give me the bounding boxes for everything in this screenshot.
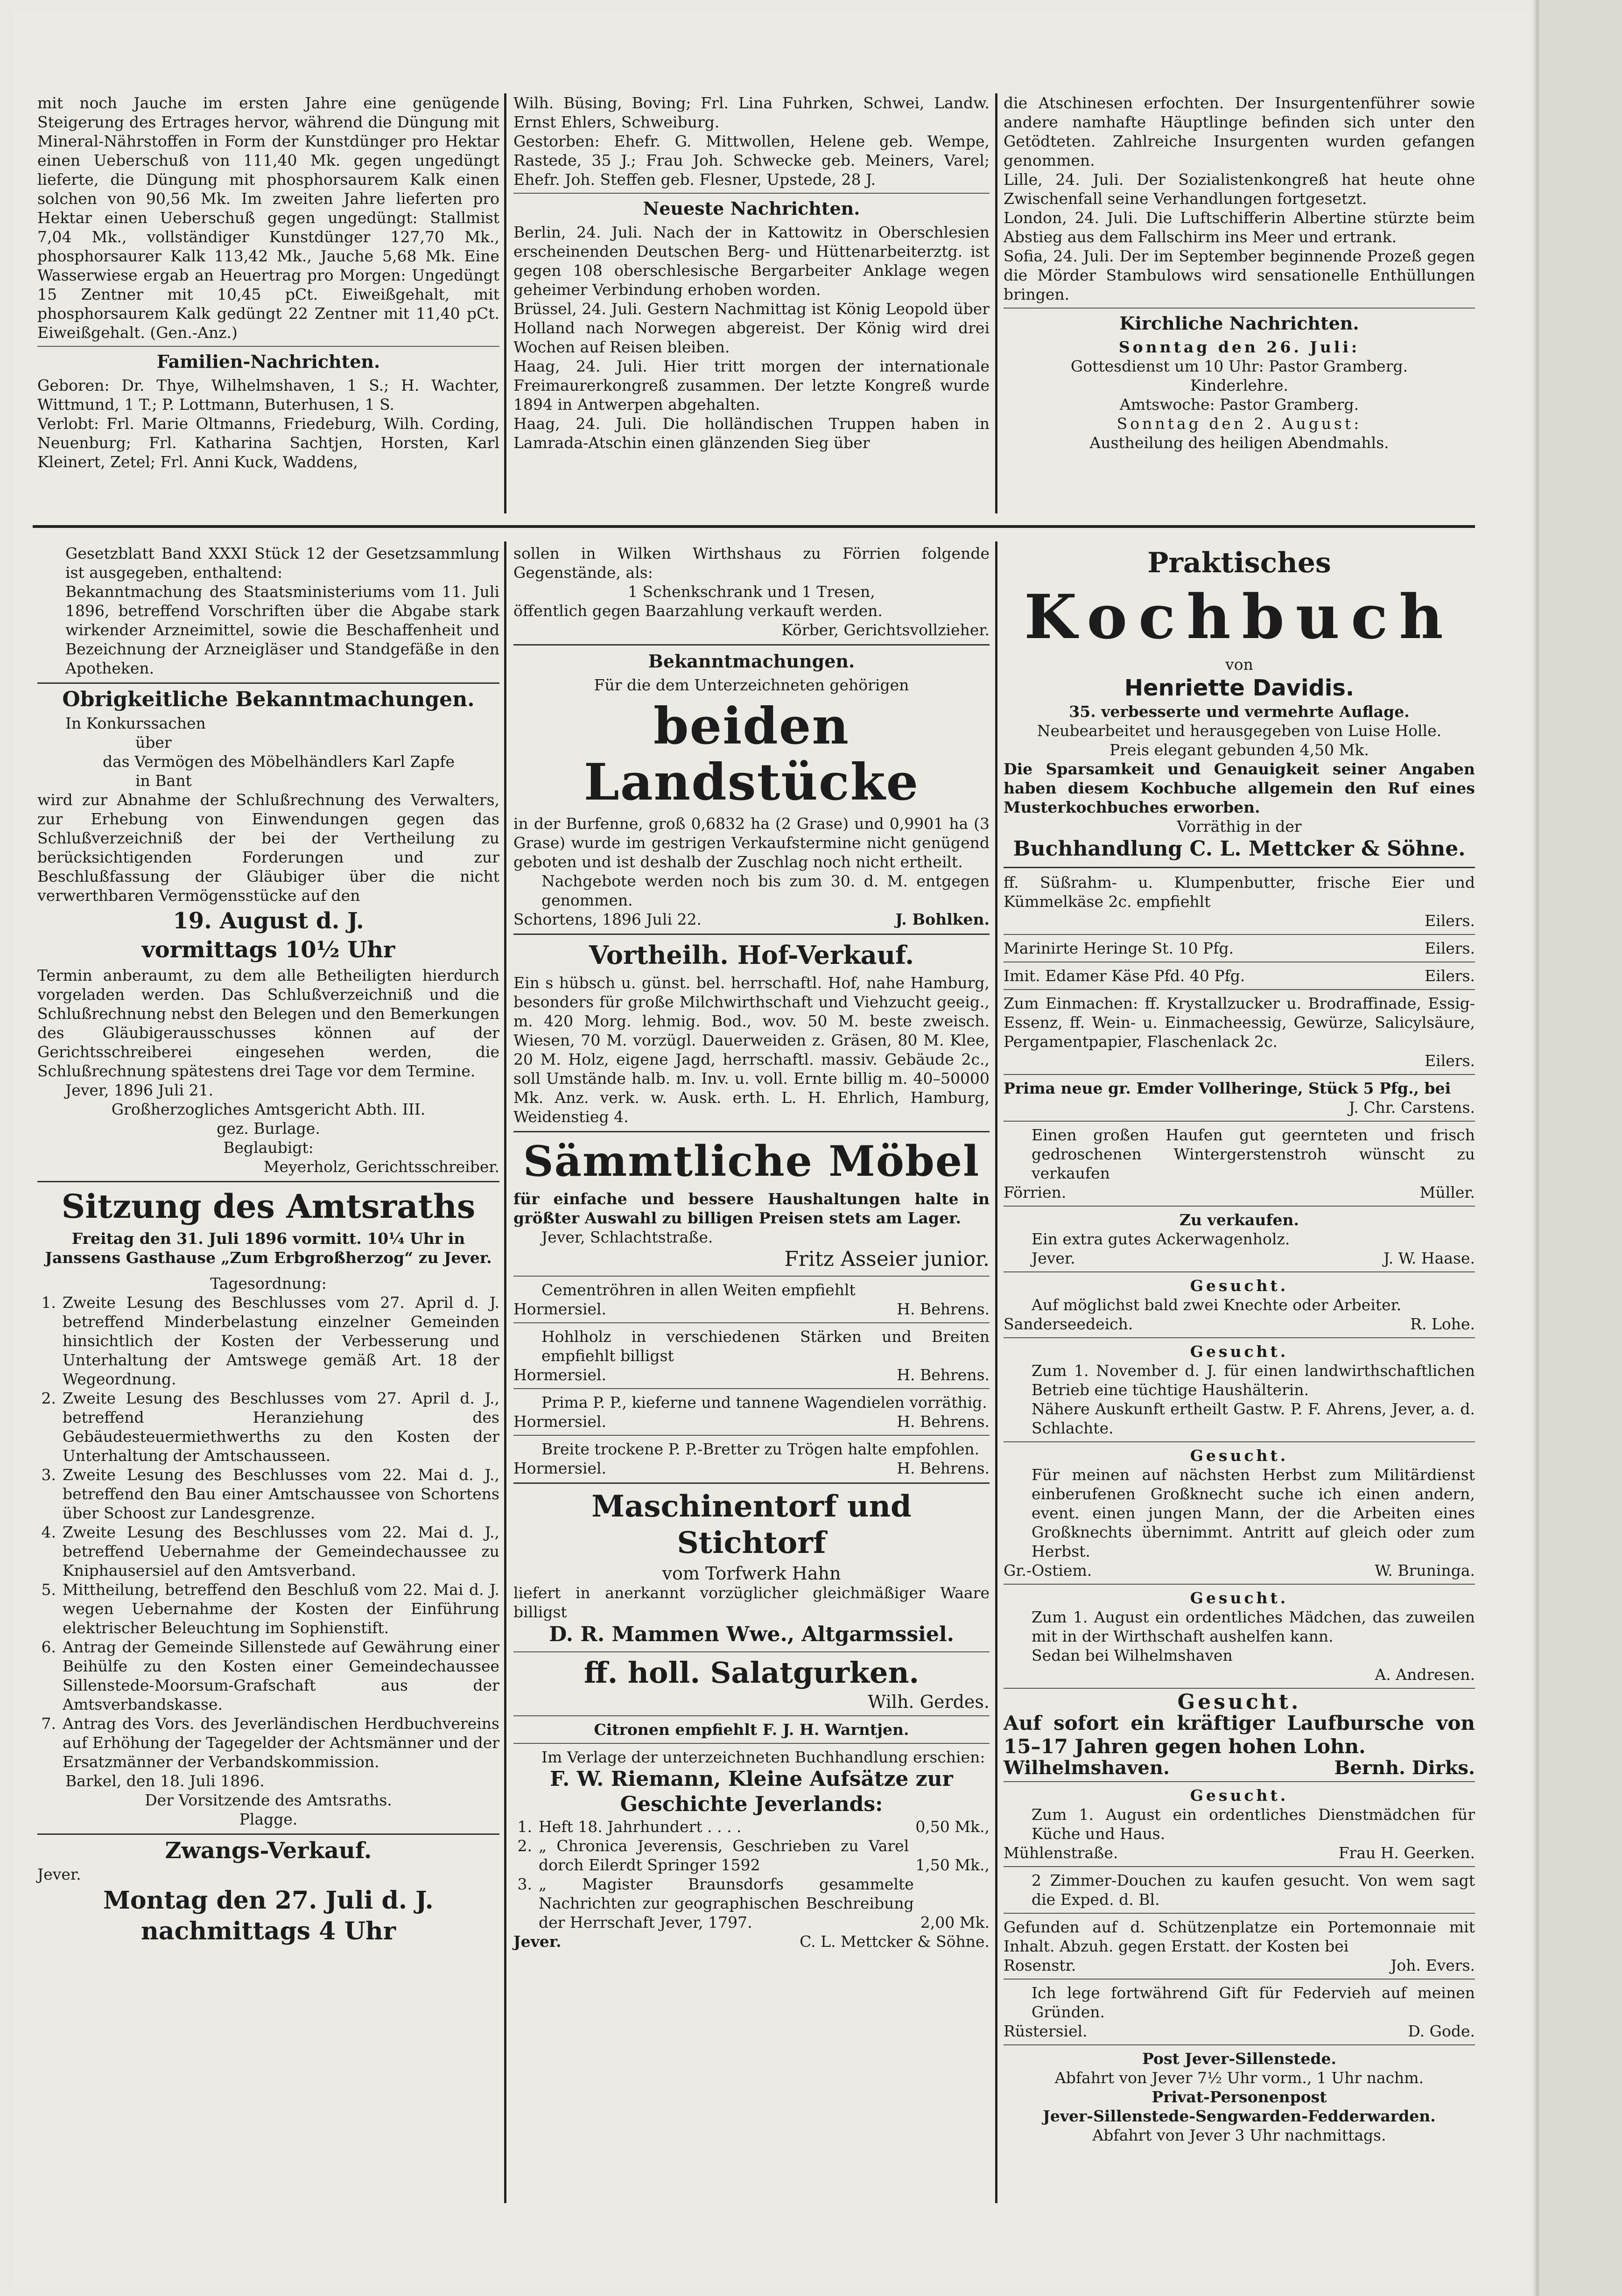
post-route: Jever-Sillenstede-Sengwarden-Fedderwarden. bbox=[1043, 2107, 1436, 2125]
agenda-item-number: 4. bbox=[41, 1523, 56, 1541]
mettcker-sig bbox=[513, 1932, 990, 1951]
meyerholz: Meyerholz, Gerichtsschreiber. bbox=[263, 1158, 499, 1176]
divider bbox=[513, 1276, 990, 1277]
gesucht-4-text: Zum 1. August ein ordentliches Mädchen, das zuweilen mit in der Wirthschaft aushelfen kann. bbox=[1032, 1608, 1475, 1645]
moebel-text: für einfache und bessere Haushaltungen halte in größter Auswahl zu billigen Preisen stets am Lager. bbox=[513, 1190, 990, 1227]
gode: D. Gode. bbox=[1408, 2022, 1475, 2040]
zwangs-montag: Montag den 27. Juli d. J. bbox=[103, 1886, 434, 1915]
schenkschrank: 1 Schenkschrank und 1 Tresen, bbox=[628, 583, 875, 601]
divider bbox=[1004, 308, 1475, 309]
abfahrt-2: Abfahrt von Jever 3 Uhr nachmittags. bbox=[1092, 2126, 1386, 2144]
cement-text: Cementröhren in allen Weiten empfiehlt bbox=[541, 1281, 856, 1299]
edamer-row bbox=[1004, 966, 1475, 985]
divider bbox=[1004, 1206, 1475, 1207]
eilers-2: Eilers. bbox=[1425, 939, 1475, 957]
oeffentlich: öffentlich gegen Baarzahlung verkauft werden. bbox=[513, 602, 883, 620]
divider bbox=[1004, 2044, 1475, 2045]
divider bbox=[37, 346, 499, 347]
divider bbox=[513, 1715, 990, 1716]
lohe: R. Lohe. bbox=[1410, 1315, 1475, 1333]
divider bbox=[37, 682, 499, 684]
hormersiel: Hormersiel. bbox=[513, 1300, 607, 1318]
suessrahm: ff. Süßrahm- u. Klumpenbutter, frische Eier und Kümmelkäse 2c. empfiehlt bbox=[1004, 873, 1475, 911]
heading-obrigkeitliche: Obrigkeitliche Bekanntmachungen. bbox=[62, 688, 475, 711]
bruninga-sig bbox=[1004, 1561, 1475, 1580]
behrens: H. Behrens. bbox=[897, 1366, 990, 1384]
column-rule-top-1 bbox=[504, 93, 506, 513]
riemann-title: F. W. Riemann, Kleine Aufsätze zur Geschichte Jeverlands: bbox=[550, 1767, 953, 1816]
zwangs-nachmittags: nachmittags 4 Uhr bbox=[140, 1917, 396, 1945]
book-price: 2,00 Mk. bbox=[920, 1913, 990, 1931]
wilken-text: sollen in Wilken Wirthshaus zu Förrien folgende Gegenstände, als: bbox=[513, 544, 990, 582]
divider bbox=[513, 934, 990, 935]
divider bbox=[513, 1435, 990, 1436]
landstuecke-signature bbox=[513, 910, 990, 929]
citronen: Citronen empfiehlt F. J. H. Warntjen. bbox=[594, 1720, 909, 1739]
agenda-item-text: Mittheilung, betreffend den Beschluß vom 22. Mai d. J. wegen Uebernahme der Kosten der Einführung elektrischer Beleuchtung im Sophienstift. bbox=[63, 1580, 499, 1637]
book-number: 3. bbox=[517, 1875, 532, 1893]
landstuecke-title: beiden Landstücke bbox=[583, 697, 920, 812]
bekanntmachung-staatsministerium: Bekanntmachung des Staatsministeriums vom 11. Juli 1896, betreffend Vorschriften über die Abgabe stark wirkender Arzneimittel, sowie die Beschaffenheit und Bezeichnung der Arzneigläser und Standgefäße in den Apotheken. bbox=[65, 583, 499, 677]
termin-datum: 19. August d. J. bbox=[173, 908, 364, 934]
news-haag-1: Haag, 24. Juli. Hier tritt morgen der internationale Freimaurerkongreß zusammen. Der letzte Kongreß wurde 1894 in Antwerpen abgehalten. bbox=[513, 357, 990, 414]
gesetzblatt: Gesetzblatt Band XXXI Stück 12 der Gesetzsammlung ist ausgegeben, enthaltend: bbox=[65, 544, 499, 582]
tagesordnung-heading: Tagesordnung: bbox=[210, 1274, 327, 1292]
heading-torf: Maschinentorf und Stichtorf bbox=[591, 1489, 912, 1560]
andresen: A. Andresen. bbox=[1375, 1665, 1475, 1684]
preis: Preis elegant gebunden 4,50 Mk. bbox=[1109, 741, 1369, 759]
ruestersiel: Rüstersiel. bbox=[1004, 2022, 1088, 2040]
barkel-datum: Barkel, den 18. Juli 1896. bbox=[65, 1772, 265, 1790]
news-bruessel: Brüssel, 24. Juli. Gestern Nachmittag ist König Leopold über Holland nach Norwegen abgereist. Der König wird drei Wochen auf Reisen bleiben. bbox=[513, 300, 990, 356]
gesucht-3-text: Für meinen auf nächsten Herbst zum Militärdienst einberufenen Großknecht suche ich einen andern, event. einen jungen Mann, der die Arbeiten eines Großknechts übernimmt. Antritt auf gleich oder zum Herbst. bbox=[1032, 1466, 1475, 1560]
divider bbox=[513, 1388, 990, 1389]
agenda-item bbox=[37, 1389, 499, 1465]
book-title: „ Magister Braunsdorfs gesammelte Nachrichten zur geographischen Beschreibung der Herrschaft Jever, 1797. bbox=[539, 1875, 914, 1931]
agenda-item bbox=[37, 1637, 499, 1714]
divider bbox=[1004, 1979, 1475, 1980]
divider bbox=[37, 1181, 499, 1182]
konkurs-line-3: das Vermögen des Möbelhändlers Karl Zapfe bbox=[103, 752, 455, 771]
gefunden: Gefunden auf d. Schützenplatze ein Portemonnaie mit Inhalt. Abzuh. gegen Erstatt. der Kosten bei bbox=[1004, 1918, 1475, 1955]
bruninga: W. Bruninga. bbox=[1375, 1561, 1475, 1580]
agenda-item bbox=[37, 1465, 499, 1523]
right-column bbox=[1004, 544, 1475, 2145]
divider bbox=[513, 1651, 990, 1652]
agenda-item bbox=[37, 1714, 499, 1771]
sitzung-termin: Freitag den 31. Juli 1896 vormitt. 10¼ Uhr in Janssens Gasthause „Zum Erbgroßherzog“ zu Jever. bbox=[45, 1229, 492, 1267]
agenda-item-number: 2. bbox=[41, 1389, 56, 1407]
book-number: 2. bbox=[517, 1837, 532, 1855]
behrens-sig-2 bbox=[513, 1365, 990, 1384]
agenda-item-number: 3. bbox=[41, 1466, 56, 1484]
wilhelmshaven: Wilhelmshaven. bbox=[1004, 1757, 1170, 1779]
torfwerk: vom Torfwerk Hahn bbox=[662, 1563, 841, 1584]
gerdes: Wilh. Gerdes. bbox=[868, 1692, 990, 1712]
news-london: London, 24. Juli. Die Luftschifferin Albertine stürzte beim Abstieg aus dem Fallschirm ins Meer und ertrank. bbox=[1004, 209, 1475, 246]
hormersiel: Hormersiel. bbox=[513, 1366, 607, 1384]
agenda-item bbox=[37, 1523, 499, 1580]
gez-burlage: gez. Burlage. bbox=[217, 1119, 320, 1137]
divider bbox=[513, 1743, 990, 1744]
hormersiel: Hormersiel. bbox=[513, 1459, 607, 1477]
geerken: Frau H. Geerken. bbox=[1338, 1844, 1475, 1862]
agenda-item-text: Antrag des Vors. des Jeverländischen Herdbuchvereins auf Erhöhung der Tagegelder der Achtsmänner und der Ersatzmänner der Verbandskommission. bbox=[63, 1714, 499, 1771]
divider bbox=[1004, 1866, 1475, 1867]
davidis: Henriette Davidis. bbox=[1124, 675, 1355, 701]
mueller-sig bbox=[1004, 1183, 1475, 1202]
naehere: Nähere Auskunft ertheilt Gastw. P. F. Ahrens, Jever, a. d. Schlachte. bbox=[1032, 1400, 1475, 1437]
agenda-item bbox=[37, 1580, 499, 1637]
top-column-3 bbox=[1004, 93, 1475, 452]
schortens-datum: Schortens, 1896 Juli 22. bbox=[513, 910, 702, 928]
sanderseedeich: Sanderseedeich. bbox=[1004, 1315, 1133, 1333]
agenda-item bbox=[37, 1293, 499, 1389]
divider bbox=[1004, 1441, 1475, 1442]
hofverkauf-text: Ein s hübsch u. günst. bel. herrschaftl. Hof, nahe Hamburg, besonders für große Milchwirthschaft und Viehzucht geeig., m. 420 Morg. lehmig. Bod., wov. 50 M. beste zweisch. Wiesen, 70 M. vorzügl. Dauerweiden z. Gräsen, 80 M. Klee, 20 M. Holz, eigene Jagd, herrschaftl. massiv. Gebäude 2c., soll Umstände halb. m. Inv. u. voll. Ernte billig m. 40–50000 Mk. Anz. verk. w. Ausk. erth. L. H. Ehrlich, Hamburg, Weidenstieg 4. bbox=[513, 974, 990, 1126]
page-edge bbox=[1533, 0, 1622, 2296]
mammen: D. R. Mammen Wwe., Altgarmssiel. bbox=[549, 1622, 954, 1646]
neubearbeitet: Neubearbeitet und herausgegeben von Luise Holle. bbox=[1037, 722, 1442, 740]
news-sofia: Sofia, 24. Juli. Der im September beginnende Prozeß gegen die Mörder Stambulows wird sensationelle Enthüllungen bringen. bbox=[1004, 247, 1475, 303]
heringe-row bbox=[1004, 939, 1475, 958]
agenda-item-text: Zweite Lesung des Beschlusses vom 22. Mai d. J., betreffend Uebernahme der Gemeindechaussee zu Kniphausersiel auf den Amtsverband. bbox=[63, 1523, 499, 1580]
news-lille: Lille, 24. Juli. Der Sozialistenkongreß hat heute ohne Zwischenfall seine Verhandlungen fortgesetzt. bbox=[1004, 170, 1475, 208]
verlage-text: Im Verlage der unterzeichneten Buchhandlung erschien: bbox=[541, 1748, 985, 1766]
praktisches: Praktisches bbox=[1147, 547, 1331, 579]
ostiem: Gr.-Ostiem. bbox=[1004, 1561, 1092, 1580]
sedan: Sedan bei Wilhelmshaven bbox=[1032, 1646, 1233, 1664]
verlobt-cont: Wilh. Büsing, Boving; Frl. Lina Fuhrken, Schwei, Landw. Ernst Ehlers, Schweiburg. bbox=[513, 94, 990, 131]
vorraethig: Vorräthig in der bbox=[1177, 817, 1302, 836]
evers: Joh. Evers. bbox=[1390, 1956, 1475, 1974]
verlobt-text: Verlobt: Frl. Marie Oltmanns, Friedeburg, Wilh. Cording, Neuenburg; Frl. Katharina Sachtjen, Horsten, Karl Kleinert, Zetel; Frl. Anni Kuck, Waddens, bbox=[37, 414, 499, 471]
konkurs-line-4: in Bant bbox=[135, 772, 192, 790]
heading-sitzung-amtsrath: Sitzung des Amtsraths bbox=[61, 1187, 476, 1226]
gesucht-3: Gesucht. bbox=[1190, 1446, 1289, 1465]
jever: Jever. bbox=[513, 1932, 562, 1951]
article-duengung: mit noch Jauche im ersten Jahre eine genügende Steigerung des Ertrages hervor, während die Düngung mit Mineral-Nährstoffen in Form der Kunstdünger pro Hektar einen Ueberschuß von 111,40 Mk. gegen ungedüngt lieferte, die Düngung mit phosphorsaurem Kalk einen solchen von 90,56 Mk. Im zweiten Jahre lieferten pro Hektar einen Ueberschuß gegen ungedüngt: Stallmist 7,04 Mk., vollständiger Kunstdünger 127,70 Mk., phosphorsaurer Kalk 113,42 Mk., Jauche 5,68 Mk. Eine Wasserwiese ergab an Heuertrag pro Morgen: Ungedüngt 15 Zentner mit 10,45 pCt. Eiweißgehalt, mit phosphorsaurem Kalk gedüngt 22 Zentner mit 11,40 pCt. Eiweißgehalt. (Gen.-Anz.) bbox=[37, 94, 499, 342]
haase-sig bbox=[1004, 1249, 1475, 1268]
book-title: Heft 18. Jahrhundert . . . . bbox=[539, 1818, 742, 1836]
middle-column bbox=[513, 544, 990, 1951]
heading-hofverkauf: Vortheilh. Hof-Verkauf. bbox=[589, 940, 914, 970]
plagge: Plagge. bbox=[239, 1810, 298, 1828]
gode-sig bbox=[1004, 2022, 1475, 2041]
nachgebote: Nachgebote werden noch bis zum 30. d. M. entgegen genommen. bbox=[541, 872, 990, 909]
behrens-sig-4 bbox=[513, 1459, 990, 1478]
heading-moebel: Sämmtliche Möbel bbox=[523, 1137, 980, 1186]
divider bbox=[513, 644, 990, 646]
column-rule-bottom-2 bbox=[995, 541, 997, 2203]
konkurs-line-2: über bbox=[135, 733, 172, 751]
haase: J. W. Haase. bbox=[1383, 1249, 1475, 1267]
muehlenstrasse: Mühlenstraße. bbox=[1004, 1844, 1118, 1862]
post-heading: Post Jever-Sillenstede. bbox=[1142, 2050, 1336, 2068]
carstens: J. Chr. Carstens. bbox=[1348, 1098, 1475, 1116]
agenda-item-text: Zweite Lesung des Beschlusses vom 22. Mai d. J., betreffend den Bau einer Amtschaussee von Schortens über Schoost zur Landesgrenze. bbox=[63, 1466, 499, 1522]
hormersiel: Hormersiel. bbox=[513, 1412, 607, 1431]
heading-bekanntmachungen: Bekanntmachungen. bbox=[648, 651, 855, 672]
laufbursche: Auf sofort ein kräftiger Laufbursche von 15–17 Jahren gegen hohen Lohn. bbox=[1004, 1712, 1475, 1758]
gift: Ich lege fortwährend Gift für Federvieh auf meinen Gründen. bbox=[1032, 1984, 1475, 2021]
news-berlin: Berlin, 24. Juli. Nach der in Kattowitz in Oberschlesien erscheinenden Deutschen Berg- und Hüttenarbeiterztg. ist gegen 108 oberschlesische Bergarbeiter Anklage wegen geheimer Verbindung erhoben worden. bbox=[513, 223, 990, 299]
behrens-sig-3 bbox=[513, 1412, 990, 1431]
news-haag-2: Haag, 24. Juli. Die holländischen Truppen haben in Lamrada-Atschin einen glänzenden Sieg über bbox=[513, 414, 990, 452]
douchen: 2 Zimmer-Douchen zu kaufen gesucht. Von wem sagt die Exped. d. Bl. bbox=[1032, 1871, 1475, 1909]
divider bbox=[1004, 867, 1475, 868]
mettcker: C. L. Mettcker & Söhne. bbox=[800, 1932, 990, 1951]
book-price: 1,50 Mk., bbox=[915, 1856, 990, 1874]
geerken-sig bbox=[1004, 1843, 1475, 1862]
eilers-1: Eilers. bbox=[1425, 912, 1475, 930]
behrens-sig-1 bbox=[513, 1299, 990, 1319]
amtswoche: Amtswoche: Pastor Gramberg. bbox=[1119, 395, 1359, 414]
agenda-item-number: 1. bbox=[41, 1293, 56, 1312]
ackerwagen: Ein extra gutes Ackerwagenholz. bbox=[1032, 1230, 1290, 1248]
book-price: 0,50 Mk., bbox=[915, 1818, 990, 1836]
divider bbox=[513, 1482, 990, 1484]
foerrien: Förrien. bbox=[1004, 1183, 1067, 1201]
book-item bbox=[513, 1875, 990, 1932]
gottesdienst: Gottesdienst um 10 Uhr: Pastor Gramberg. bbox=[1070, 357, 1408, 375]
heading-zwangsverkauf: Zwangs-Verkauf. bbox=[165, 1838, 372, 1864]
book-item bbox=[513, 1817, 990, 1836]
agenda-item-number: 7. bbox=[41, 1714, 56, 1733]
agenda-item-text: Zweite Lesung des Beschlusses vom 27. April d. J., betreffend Heranziehung des Gebäudesteuermiethwerths zu den Kosten der Unterhaltung der Amtschausseen. bbox=[63, 1389, 499, 1465]
divider bbox=[1004, 1584, 1475, 1585]
divider bbox=[1004, 1074, 1475, 1075]
news-atschin-cont: die Atschinesen erfochten. Der Insurgentenführer sowie andere namhafte Häuptlinge befinden sich unter den Getödteten. Zahlreiche Insurgenten wurden gefangen genommen. bbox=[1004, 94, 1475, 169]
buchhandlung: Buchhandlung C. L. Mettcker & Söhne. bbox=[1013, 837, 1466, 861]
heading-neueste: Neueste Nachrichten. bbox=[643, 198, 860, 219]
gesucht-1-text: Auf möglichst bald zwei Knechte oder Arbeiter. bbox=[1032, 1296, 1402, 1314]
zu-verkaufen: Zu verkaufen. bbox=[1179, 1211, 1299, 1229]
bretter-text: Breite trockene P. P.-Bretter zu Trögen halte empfohlen. bbox=[541, 1440, 980, 1458]
behrens: H. Behrens. bbox=[897, 1459, 990, 1477]
hohlholz-text: Hohlholz in verschiedenen Stärken und Breiten empfiehlt billigst bbox=[541, 1327, 990, 1365]
book-title: „ Chronica Jeverensis, Geschrieben zu Varel dorch Eilerdt Springer 1592 bbox=[539, 1837, 909, 1874]
heading-familien: Familien-Nachrichten. bbox=[156, 351, 380, 372]
gesucht-6: Gesucht. bbox=[1190, 1786, 1289, 1805]
von: von bbox=[1225, 655, 1253, 674]
asseier: Fritz Asseier junior. bbox=[784, 1247, 990, 1271]
divider bbox=[513, 1131, 990, 1132]
prima-pp-text: Prima P. P., kieferne und tannene Wagendielen vorräthig. bbox=[541, 1393, 987, 1411]
gesucht-5: Gesucht. bbox=[1177, 1690, 1301, 1714]
zwangs-jever: Jever. bbox=[37, 1865, 81, 1883]
beglaubigt: Beglaubigt: bbox=[223, 1138, 314, 1157]
heading-kirchliche: Kirchliche Nachrichten. bbox=[1119, 313, 1359, 334]
book-item bbox=[513, 1836, 990, 1875]
agenda-item-text: Antrag der Gemeinde Sillenstede auf Gewährung einer Beihülfe zu den Kosten einer Gemeindechaussee Sillenstede-Moorsum-Grafschaft aus der Amtsverbandskasse. bbox=[63, 1638, 499, 1713]
book-list bbox=[513, 1817, 990, 1932]
gesucht-1: Gesucht. bbox=[1190, 1277, 1289, 1295]
heading-salatgurken: ff. holl. Salatgurken. bbox=[583, 1656, 920, 1690]
abendmahl: Austheilung des heiligen Abendmahls. bbox=[1089, 434, 1389, 452]
eilers-3: Eilers. bbox=[1425, 967, 1475, 985]
agenda-item-text: Zweite Lesung des Beschlusses vom 27. April d. J. betreffend Minderbelastung einzelner Gemeinden hinsichtlich der Kosten der Verbesserung und Unterhaltung der Amtswege gemäß Art. 18 der Wegeordnung. bbox=[63, 1293, 499, 1388]
haufen: Einen großen Haufen gut geernteten und frisch gedroschenen Wintergerstenstroh wünscht zu verkaufen bbox=[1032, 1126, 1475, 1182]
divider bbox=[1004, 1121, 1475, 1122]
divider bbox=[1004, 1337, 1475, 1338]
vorsitzende: Der Vorsitzende des Amtsraths. bbox=[145, 1791, 392, 1809]
agenda-item-number: 5. bbox=[41, 1580, 56, 1599]
divider bbox=[1004, 989, 1475, 990]
jever-datum: Jever, 1896 Juli 21. bbox=[65, 1081, 214, 1099]
jever: Jever. bbox=[1032, 1249, 1075, 1267]
column-rule-bottom-1 bbox=[504, 541, 506, 2203]
vollheringe: Prima neue gr. Emder Vollheringe, Stück 5 Pfg., bei bbox=[1004, 1079, 1451, 1097]
eilers-4: Eilers. bbox=[1425, 1052, 1475, 1070]
dirks-sig bbox=[1004, 1758, 1475, 1777]
abfahrt-1: Abfahrt von Jever 7½ Uhr vorm., 1 Uhr nachm. bbox=[1054, 2069, 1424, 2087]
divider bbox=[1004, 1688, 1475, 1689]
sonntag-26: Sonntag den 26. Juli: bbox=[1118, 338, 1360, 356]
lohe-sig bbox=[1004, 1314, 1475, 1334]
heringe: Marinirte Heringe St. 10 Pfg. bbox=[1004, 939, 1234, 957]
divider bbox=[1004, 1781, 1475, 1782]
book-number: 1. bbox=[517, 1818, 532, 1836]
divider bbox=[1004, 1271, 1475, 1272]
geboren-text: Geboren: Dr. Thye, Wilhelmshaven, 1 S.; H. Wachter, Wittmund, 1 T.; P. Lottmann, Buterhusen, 1 S. bbox=[37, 376, 499, 414]
mueller: Müller. bbox=[1419, 1183, 1475, 1201]
divider bbox=[1004, 934, 1475, 935]
page-edge-line bbox=[1536, 0, 1539, 2296]
termin-uhrzeit: vormittags 10½ Uhr bbox=[141, 937, 395, 963]
gesucht-2: Gesucht. bbox=[1190, 1342, 1289, 1361]
einmachen: Zum Einmachen: ff. Krystallzucker u. Brodraffinade, Essig-Essenz, ff. Wein- u. Einmacheessig, Gewürze, Salicylsäure, Pergamentpapier, Flaschenlack 2c. bbox=[1004, 994, 1475, 1051]
section-rule bbox=[33, 525, 1475, 528]
bohlken: J. Bohlken. bbox=[895, 910, 990, 928]
gesucht-4: Gesucht. bbox=[1190, 1589, 1289, 1607]
gestorben-text: Gestorben: Ehefr. G. Mittwollen, Helene geb. Wempe, Rastede, 35 J.; Frau Joh. Schwecke geb. Meiners, Varel; Ehefr. Joh. Steffen geb. Flesner, Upstede, 28 J. bbox=[513, 132, 990, 189]
evers-sig bbox=[1004, 1956, 1475, 1975]
divider bbox=[37, 1833, 499, 1835]
termin-text: Termin anberaumt, zu dem alle Betheiligten hierdurch vorgeladen werden. Das Schlußverzeichniß und die Schlußrechnung nebst den Belegen und den Bemerkungen des Gläubigerausschusses können auf der Gerichtsschreiberei eingesehen werden, die Schlußrechnung spätestens drei Tage vor dem Termine. bbox=[37, 966, 499, 1080]
jever-schlachtstrasse: Jever, Schlachtstraße. bbox=[541, 1228, 713, 1246]
amtsgericht: Großherzogliches Amtsgericht Abth. III. bbox=[111, 1100, 426, 1118]
konkurs-text: wird zur Abnahme der Schlußrechnung des Verwalters, zur Erhebung von Einwendungen gegen das Schlußverzeichniß der bei der Vertheilung zu berücksichtigenden Forderungen und zur Beschlußfassung der Gläubiger über die nicht verwerthbaren Vermögensstücke auf den bbox=[37, 791, 499, 905]
rosenstr: Rosenstr. bbox=[1004, 1956, 1076, 1974]
agenda-item-number: 6. bbox=[41, 1638, 56, 1656]
fuer-die: Für die dem Unterzeichneten gehörigen bbox=[594, 676, 909, 694]
divider bbox=[1004, 1913, 1475, 1914]
left-column bbox=[37, 544, 499, 1948]
edamer: Imit. Edamer Käse Pfd. 40 Pfg. bbox=[1004, 967, 1245, 985]
column-rule-top-2 bbox=[995, 93, 997, 513]
agenda-list bbox=[37, 1293, 499, 1771]
dirks: Bernh. Dirks. bbox=[1334, 1757, 1475, 1779]
koerber: Körber, Gerichtsvollzieher. bbox=[781, 621, 990, 639]
top-column-2 bbox=[513, 93, 990, 452]
konkurs-line-1: In Konkurssachen bbox=[65, 714, 206, 732]
top-column-1 bbox=[37, 93, 499, 471]
behrens: H. Behrens. bbox=[897, 1412, 990, 1431]
kochbuch-title: Kochbuch bbox=[1024, 581, 1454, 653]
divider bbox=[513, 1322, 990, 1323]
auflage: 35. verbesserte und vermehrte Auflage. bbox=[1069, 702, 1410, 721]
gesucht-5-text: Zum 1. August ein ordentliches Dienstmädchen für Küche und Haus. bbox=[1032, 1805, 1475, 1843]
torf-text: liefert in anerkannt vorzüglicher gleichmäßiger Waare billigst bbox=[513, 1584, 990, 1621]
kinderlehre: Kinderlehre. bbox=[1190, 376, 1289, 394]
divider bbox=[513, 193, 990, 194]
gesucht-2-text: Zum 1. November d. J. für einen landwirthschaftlichen Betrieb eine tüchtige Haushälterin. bbox=[1032, 1362, 1475, 1399]
landstuecke-text: in der Burfenne, groß 0,6832 ha (2 Grase) und 0,9901 ha (3 Grase) wurde im gestrigen Verkaufstermine nicht genügend geboten und ist deshalb der Zuschlag noch nicht ertheilt. bbox=[513, 814, 990, 871]
sparsamkeit: Die Sparsamkeit und Genauigkeit seiner Angaben haben diesem Kochbuche allgemein den Ruf eines Musterkochbuches erworben. bbox=[1004, 760, 1475, 816]
behrens: H. Behrens. bbox=[897, 1300, 990, 1318]
sonntag-2: Sonntag den 2. August: bbox=[1116, 414, 1362, 433]
privat-personenpost: Privat-Personenpost bbox=[1152, 2088, 1327, 2106]
